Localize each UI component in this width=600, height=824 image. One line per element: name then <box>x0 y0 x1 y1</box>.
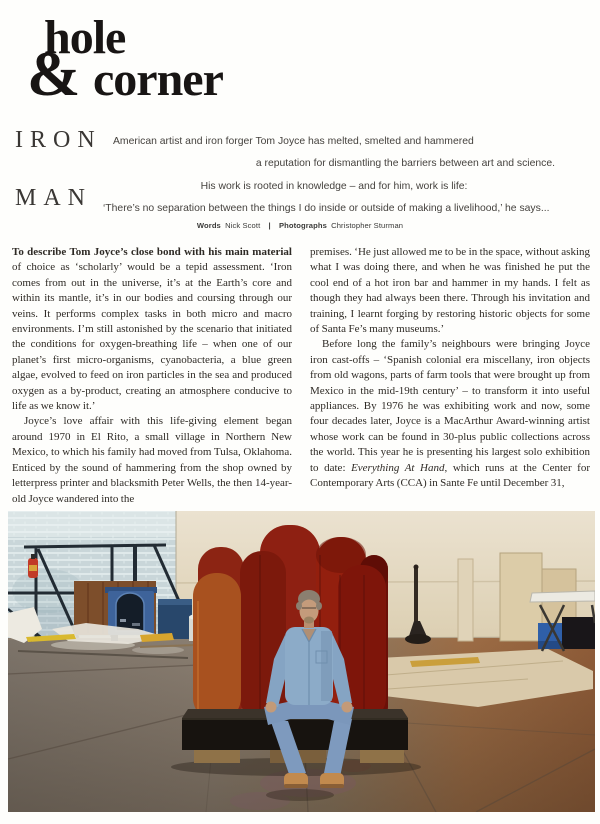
standfirst <box>103 131 565 221</box>
beard <box>304 617 314 624</box>
byline <box>0 221 600 230</box>
byline-photos-name: Christopher Sturman <box>331 221 404 230</box>
standfirst-line: ‘There’s no separation between the things I do inside or outside of making a livelihood,’ he says... <box>103 203 550 215</box>
paragraph-lead-in: To describe Tom Joyce’s close bond with his main material <box>12 246 292 258</box>
article-paragraph: premises. ‘He just allowed me to be in the space, without asking what I was doing there, and when he was finished he put the cool end of a hot iron bar and hammer in my hands. I felt as though they had always been there. Through his invitation and training, I learnt forging by restoring historic objects for some of Santa Fe’s many museums.’ <box>310 246 590 336</box>
paragraph-text: of choice as ‘scholarly’ would be a tepid assessment. ‘Iron comes from out in the universe, it’s at the Earth’s core and within its mantle, it’s in our bodies and coursing through our veins. It performs complex tasks in both micro and macro environments. I’m still astonished by the scenario that initiated the conditions for oxygen-breathing life – when one of our planet’s first micro-organisms, cyanobacteria, a blue green algae, evolved to feed on iron particles in the sea and produced oxygen as a by-product, creating an atmosphere conducive to life as we know it.’ <box>12 261 292 413</box>
paragraph-text: Before long the family’s neighbours were bringing Joyce iron cast-offs – ‘Spanish colonial era miscellany, iron objects from old wagons, parts of farm tools that were brought up from Mexico in the mid-19th century’ – to transform it into useful appliances. By 1976 he was exhibiting work and now, some four decades later, Joyce is a MacArthur Award-winning artist whose work can be found in 30-plus public collections across the world. This year he is presenting his largest solo exhibition to date: <box>310 338 590 474</box>
headline-word-man: MAN <box>15 185 93 211</box>
standfirst-line: His work is rooted in knowledge – and for him, work is life: <box>200 180 468 192</box>
byline-words-name: Nick Scott <box>225 221 261 230</box>
masthead-logo <box>0 6 300 116</box>
standfirst-line: a reputation for dismantling the barriers between art and science. <box>255 158 555 170</box>
headline <box>15 128 102 210</box>
article-paragraph <box>310 337 590 491</box>
hand <box>266 702 277 713</box>
equipment-cases <box>562 617 595 649</box>
article-column-2 <box>310 245 590 511</box>
headline-word-iron: IRON <box>15 127 102 153</box>
byline-separator: | <box>268 221 271 230</box>
hand <box>342 702 353 713</box>
masthead-word-corner: corner <box>93 53 223 106</box>
exhibition-title: Everything At Hand <box>351 461 445 474</box>
article-paragraph: Joyce’s love affair with this life-giving element began around 1970 in El Rito, a small village in Northern New Mexico, to which his family had moved from Tulsa, Oklahoma. Enticed by the sound of hammering from the shop owned by letterpress printer and blacksmith Peter Wells, the then 14-year-old Joyce wandered into the <box>12 415 292 505</box>
studio-photograph <box>8 511 595 812</box>
article-column-1 <box>12 245 292 511</box>
masthead-word-hole: hole <box>44 11 126 64</box>
article-body <box>12 245 590 511</box>
article-paragraph <box>12 245 292 414</box>
byline-photos-label: Photographs <box>278 221 327 230</box>
standfirst-line: American artist and iron forger Tom Joyce has melted, smelted and hammered <box>113 136 474 147</box>
byline-words-label: Words <box>196 221 221 230</box>
paragraph-text: , which runs at the Center for Contemporary Arts (CCA) in Sante Fe until December 31, <box>310 461 590 490</box>
studio-photo-illustration <box>8 511 595 812</box>
masthead-ampersand: & <box>27 38 80 109</box>
